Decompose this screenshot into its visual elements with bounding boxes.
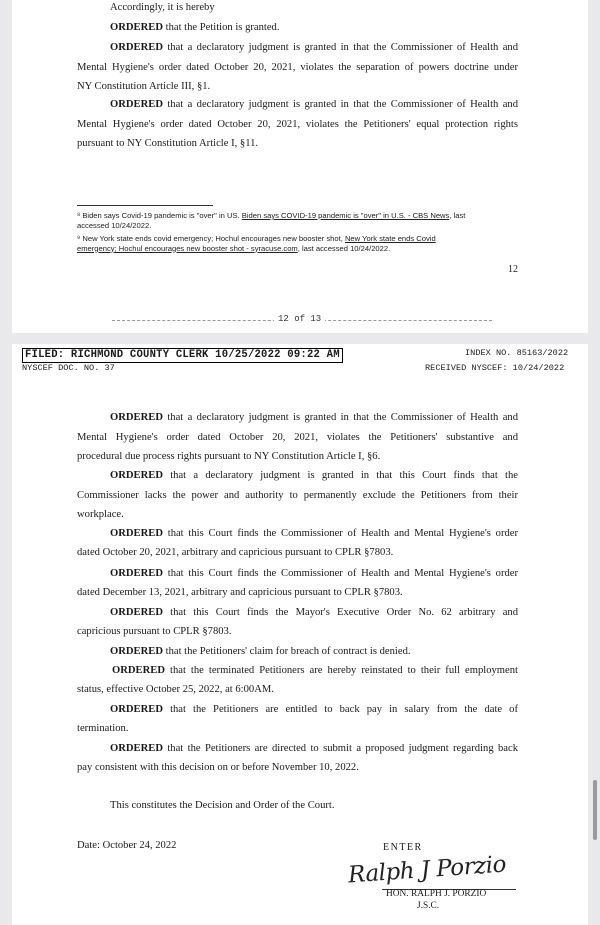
text-line: NY Constitution Article III, §1.	[77, 81, 211, 92]
footnote-divider	[77, 205, 213, 206]
text-line: status, effective October 25, 2022, at 6:00AM.	[77, 684, 274, 695]
document-page-13	[12, 344, 588, 925]
text-line: capricious pursuant to CPLR §7803.	[77, 626, 232, 637]
enter-label: ENTER	[383, 842, 423, 853]
text-line: dated December 13, 2021, arbitrary and capricious pursuant to CPLR §7803.	[77, 587, 403, 598]
judge-signature: Ralph J Porzio	[347, 851, 507, 889]
nyscef-doc-number: NYSCEF DOC. NO. 37	[22, 363, 115, 373]
decision-date: Date: October 24, 2022	[77, 840, 177, 851]
footnote-link[interactable]: New York state ends Covid	[344, 234, 436, 243]
order-paragraph-line: ORDERED that this Court finds the Commissioner of Health and Mental Hygiene's order	[110, 528, 518, 539]
judge-name: HON. RALPH J. PORZIO	[386, 889, 487, 899]
footnote-8: ⁸ Biden says Covid-19 pandemic is "over" in US. Biden says COVID-19 pandemic is "over" in U.S. - CBS News, last accessed 10/24/2022.	[77, 211, 466, 230]
order-paragraph-line: ORDERED that the Petitioners are directed to submit a proposed judgment regarding back	[110, 743, 518, 754]
page-number: 12	[508, 264, 518, 275]
scrollbar-thumb[interactable]	[593, 780, 597, 840]
text-line: Accordingly, it is hereby	[110, 2, 215, 13]
footnote-9: ⁹ New York state ends covid emergency; Hochul encourages new booster shot, New York state ends Covid emergency; Hochul encourages new booster shot - syracuse.com, last accessed 10/24/2022.	[77, 234, 436, 253]
text-line: Commissioner lacks the power and authority to permanently exclude the Petitioners from their	[77, 490, 518, 501]
footnote-link[interactable]: emergency; Hochul encourages new booster shot - syracuse.com	[77, 243, 298, 253]
order-paragraph-line: ORDERED that a declaratory judgment is granted in that this Court finds that the	[110, 470, 518, 481]
text-line: Mental Hygiene's order dated October 20, 2021, violates the Petitioners' substantive and	[77, 432, 518, 443]
text-line: Mental Hygiene's order dated October 20, 2021, violates the separation of powers doctrine under	[77, 62, 518, 73]
text-line: workplace.	[77, 509, 124, 520]
order-paragraph-line: ORDERED that a declaratory judgment is granted in that the Commissioner of Health and	[110, 42, 518, 53]
closing-statement: This constitutes the Decision and Order of the Court.	[110, 800, 335, 811]
order-paragraph-line: ORDERED that the Petitioners are entitled to back pay in salary from the date of	[110, 704, 518, 715]
filed-stamp: FILED: RICHMOND COUNTY CLERK 10/25/2022 09:22 AM	[22, 348, 343, 363]
order-paragraph-line: ORDERED that the terminated Petitioners are hereby reinstated to their full employment	[112, 665, 518, 676]
index-number: INDEX NO. 85163/2022	[465, 348, 569, 358]
order-paragraph: ORDERED that the Petition is granted.	[110, 22, 280, 33]
received-date: RECEIVED NYSCEF: 10/24/2022	[425, 363, 565, 373]
order-paragraph-line: ORDERED that this Court finds the Mayor's Executive Order No. 62 arbitrary and	[110, 607, 518, 618]
order-paragraph: ORDERED that the Petitioners' claim for breach of contract is denied.	[110, 646, 411, 657]
order-paragraph-line: ORDERED that a declaratory judgment is granted in that the Commissioner of Health and	[110, 99, 518, 110]
footnote-link[interactable]: Biden says COVID-19 pandemic is "over" in U.S. - CBS News	[241, 211, 450, 220]
document-page-12	[12, 0, 588, 333]
text-line: pursuant to NY Constitution Article I, §11.	[77, 138, 259, 149]
text-line: pay consistent with this decision on or before November 10, 2022.	[77, 762, 359, 773]
order-paragraph-line: ORDERED that a declaratory judgment is granted in that the Commissioner of Health and	[110, 412, 518, 423]
judge-title: J.S.C.	[417, 901, 440, 911]
text-line: Mental Hygiene's order dated October 20, 2021, violates the Petitioners' equal protection rights	[77, 119, 518, 130]
page-indicator: 12 of 13	[274, 314, 325, 324]
text-line: procedural due process rights pursuant to NY Constitution Article I, §6.	[77, 451, 381, 462]
text-line: termination.	[77, 723, 129, 734]
order-paragraph-line: ORDERED that this Court finds the Commissioner of Health and Mental Hygiene's order	[110, 568, 518, 579]
text-line: dated October 20, 2021, arbitrary and capricious pursuant to CPLR §7803.	[77, 547, 394, 558]
